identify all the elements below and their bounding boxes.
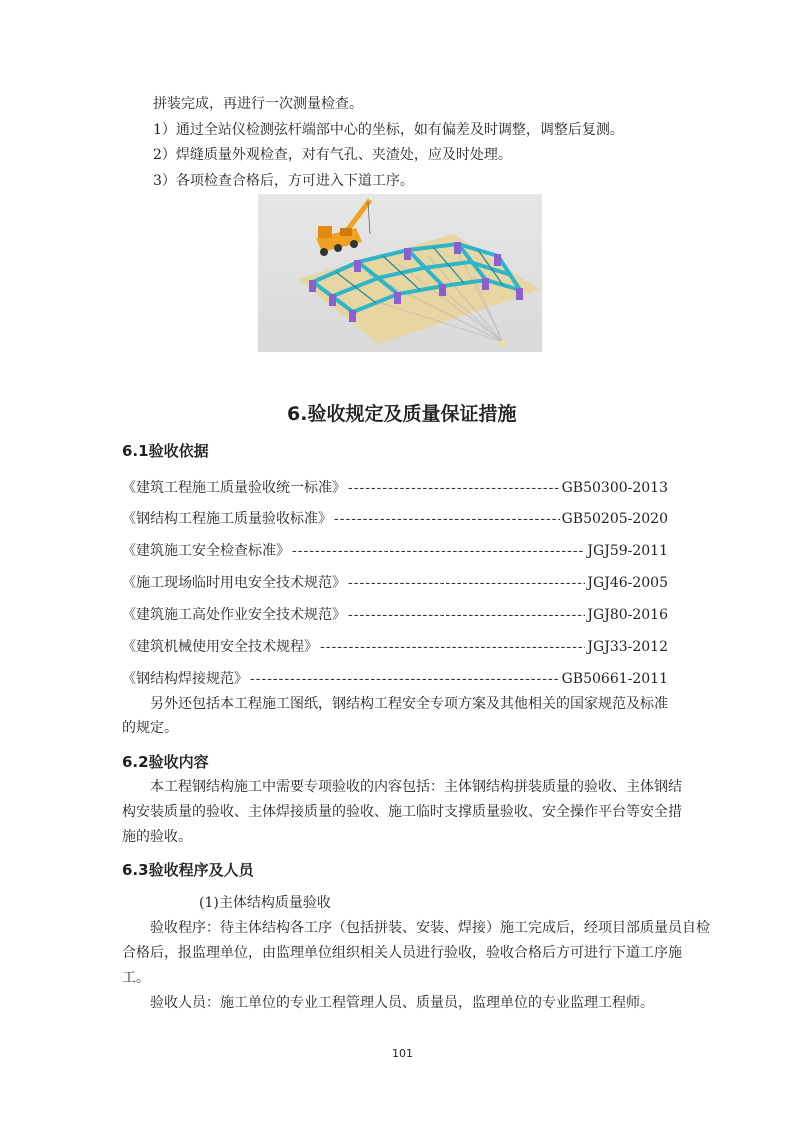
intro-line-3: 2）焊缝质量外观检查，对有气孔、夹渣处，应及时处理。 [153, 147, 512, 163]
reference-item [122, 573, 668, 593]
section-6-1-heading: 6.1验收依据 [122, 442, 209, 460]
reference-code: GB50205-2020 [561, 511, 668, 527]
reference-code: JGJ80-2016 [587, 607, 668, 623]
reference-code: JGJ33-2012 [587, 639, 668, 655]
leader-dashes [334, 509, 560, 529]
section-6-2-paragraph-line: 构安装质量的验收、主体焊接质量的验收、施工临时支撑质量验收、安全操作平台等安全措 [122, 804, 682, 820]
section-6-title: 6.验收规定及质量保证措施 [287, 403, 517, 425]
procedure-line: 合格后，报监理单位，由监理单位组织相关人员进行验收，验收合格后方可进行下道工序施 [122, 945, 682, 961]
intro-line-2: 1）通过全站仪检测弦杆端部中心的坐标，如有偏差及时调整，调整后复测。 [153, 122, 624, 138]
intro-line-4: 3）各项检查合格后，方可进入下道工序。 [153, 173, 414, 189]
personnel-line: 验收人员：施工单位的专业工程管理人员、质量员，监理单位的专业监理工程师。 [150, 995, 654, 1011]
reference-name: 《建筑工程施工质量验收统一标准》 [122, 480, 346, 496]
leader-dashes [320, 637, 585, 657]
reference-name: 《钢结构工程施工质量验收标准》 [122, 511, 332, 527]
reference-code: GB50300-2013 [561, 480, 668, 496]
section-6-3-subheading: (1)主体结构质量验收 [199, 895, 331, 911]
truss-assembly-svg [258, 194, 542, 352]
reference-item [122, 637, 668, 657]
truss-assembly-illustration [258, 194, 542, 352]
intro-line-1: 拼装完成，再进行一次测量检查。 [153, 96, 363, 112]
reference-name: 《建筑施工高处作业安全技术规范》 [122, 607, 346, 623]
reference-item [122, 669, 668, 689]
leader-dashes [292, 541, 585, 561]
reference-item [122, 605, 668, 625]
section-6-2-paragraph-line: 施的验收。 [122, 829, 192, 845]
reference-item [122, 509, 668, 529]
leader-dashes [348, 478, 560, 498]
leader-dashes [250, 669, 560, 689]
reference-name: 《建筑施工安全检查标准》 [122, 543, 290, 559]
section-6-2-paragraph-line: 本工程钢结构施工中需要专项验收的内容包括：主体钢结构拼装质量的验收、主体钢结 [150, 779, 682, 795]
leader-dashes [348, 573, 585, 593]
section-6-3-heading: 6.3验收程序及人员 [122, 861, 254, 879]
reference-name: 《建筑机械使用安全技术规程》 [122, 639, 318, 655]
reference-code: JGJ59-2011 [587, 543, 668, 559]
section-6-1-paragraph-line: 的规定。 [122, 720, 178, 736]
section-6-1-paragraph-line: 另外还包括本工程施工图纸，钢结构工程安全专项方案及其他相关的国家规范及标准 [150, 696, 668, 712]
leader-dashes [348, 605, 585, 625]
procedure-line: 工。 [122, 970, 150, 986]
procedure-line: 验收程序：待主体结构各工序（包括拼装、安装、焊接）施工完成后，经项目部质量员自检 [150, 920, 710, 936]
reference-item [122, 541, 668, 561]
reference-item [122, 478, 668, 498]
reference-name: 《钢结构焊接规范》 [122, 671, 248, 687]
page-number: 101 [392, 1047, 413, 1060]
reference-code: JGJ46-2005 [587, 575, 668, 591]
reference-name: 《施工现场临时用电安全技术规范》 [122, 575, 346, 591]
section-6-2-heading: 6.2验收内容 [122, 753, 209, 771]
reference-code: GB50661-2011 [561, 671, 668, 687]
